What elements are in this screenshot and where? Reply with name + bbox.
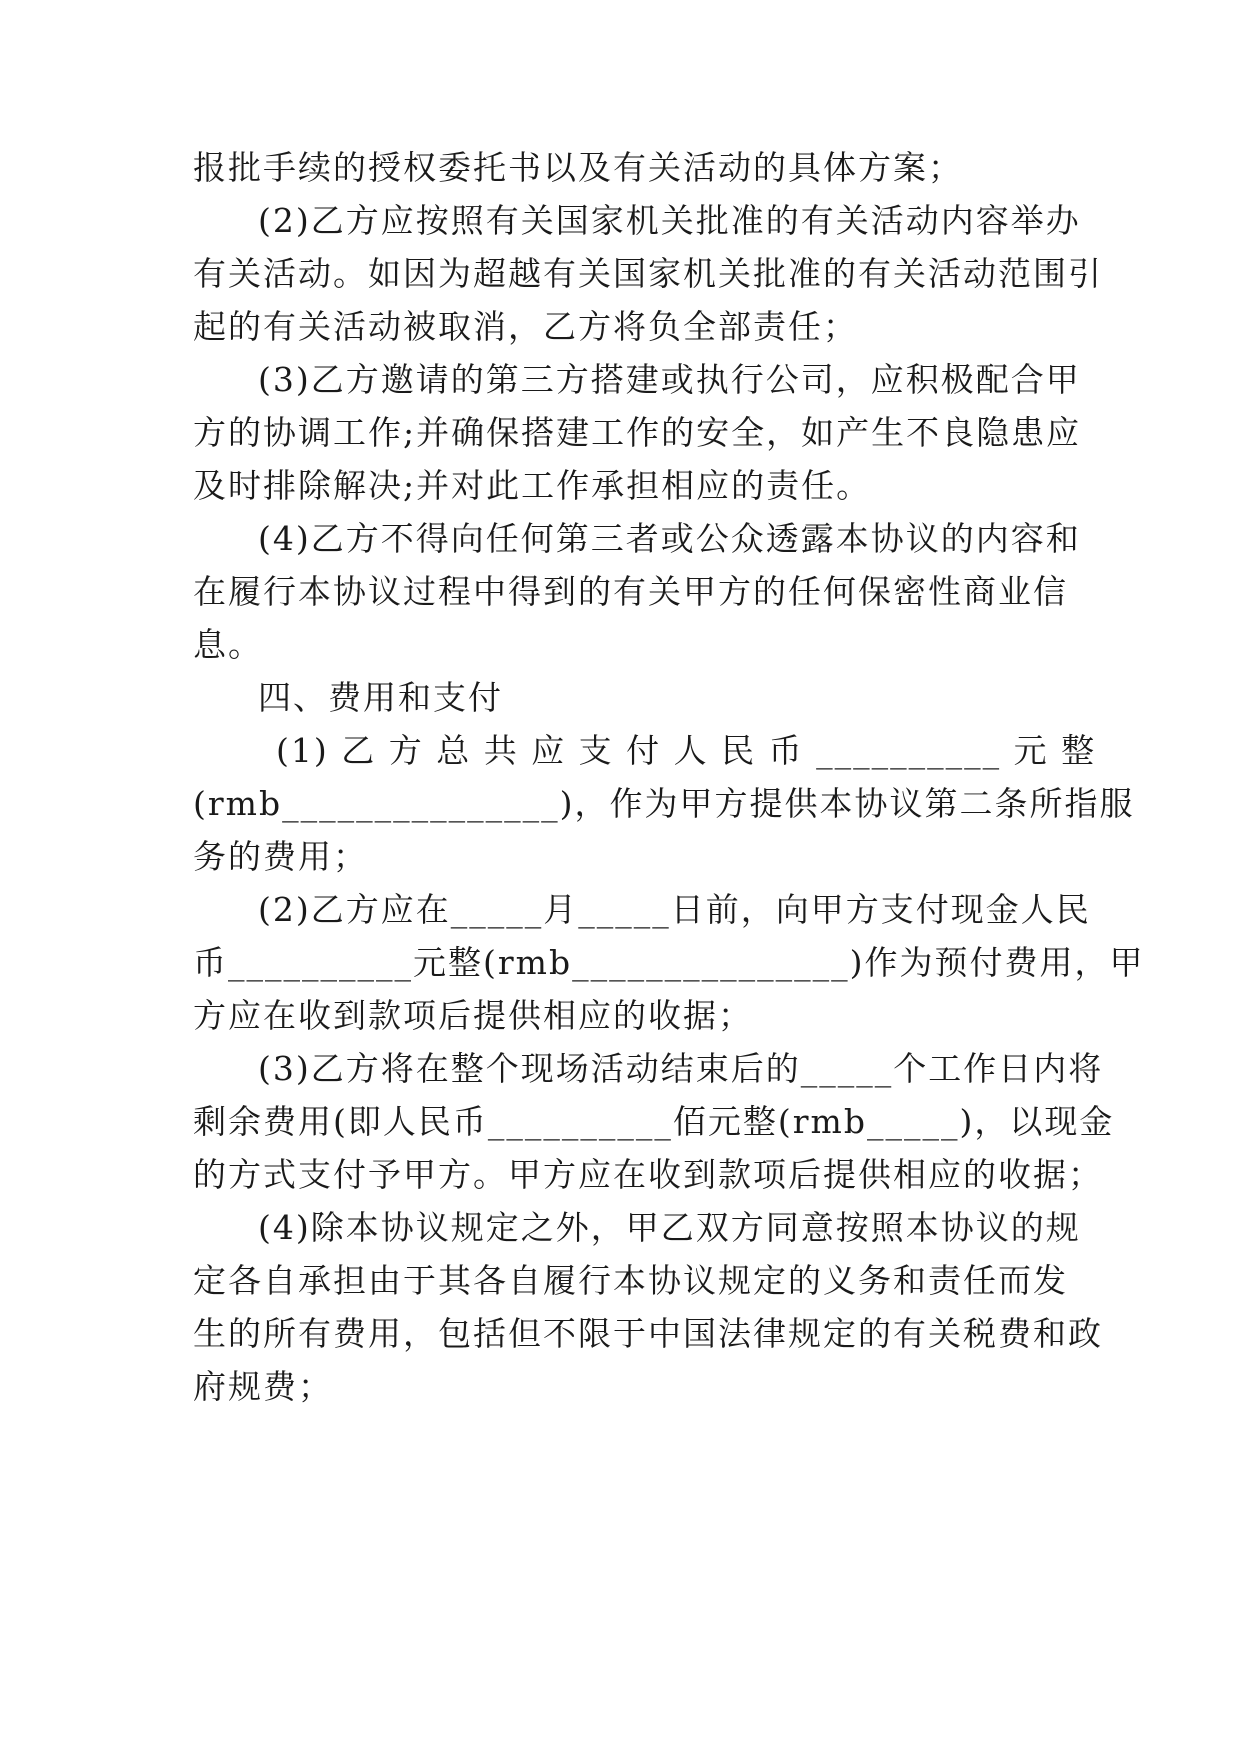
section-heading: 四、费用和支付 — [258, 678, 503, 717]
text-line: 剩余费用(即人民币__________佰元整(rmb_____)，以现金 — [193, 1102, 1115, 1141]
text-line: 方的协调工作;并确保搭建工作的安全，如产生不良隐患应 — [193, 413, 1082, 452]
text-line: (rmb_______________)，作为甲方提供本协议第二条所指服 — [193, 784, 1135, 823]
text-line: 币__________元整(rmb_______________)作为预付费用，甲 — [193, 943, 1145, 982]
text-line: 生的所有费用，包括但不限于中国法律规定的有关税费和政 — [193, 1314, 1103, 1353]
text-line: 及时排除解决;并对此工作承担相应的责任。 — [193, 466, 872, 505]
text-line: (4)除本协议规定之外，甲乙双方同意按照本协议的规 — [258, 1208, 1081, 1247]
text-line: 起的有关活动被取消，乙方将负全部责任； — [193, 307, 858, 346]
text-line: (3)乙方邀请的第三方搭建或执行公司，应积极配合甲 — [258, 360, 1081, 399]
text-line: 的方式支付予甲方。甲方应在收到款项后提供相应的收据； — [193, 1155, 1103, 1194]
text-line: 息。 — [193, 625, 263, 664]
text-line: (1) 乙 方 总 共 应 支 付 人 民 币 __________ 元 整 — [276, 731, 1097, 770]
text-line: (4)乙方不得向任何第三者或公众透露本协议的内容和 — [258, 519, 1081, 558]
text-line: (3)乙方将在整个现场活动结束后的_____个工作日内将 — [258, 1049, 1104, 1088]
text-line: (2)乙方应在_____月_____日前，向甲方支付现金人民 — [258, 890, 1091, 929]
text-line: 务的费用； — [193, 837, 368, 876]
text-line: 在履行本协议过程中得到的有关甲方的任何保密性商业信 — [193, 572, 1068, 611]
text-line: (2)乙方应按照有关国家机关批准的有关活动内容举办 — [258, 201, 1081, 240]
text-line: 方应在收到款项后提供相应的收据； — [193, 996, 753, 1035]
text-line: 府规费； — [193, 1367, 333, 1406]
text-line: 有关活动。如因为超越有关国家机关批准的有关活动范围引 — [193, 254, 1103, 293]
text-line: 定各自承担由于其各自履行本协议规定的义务和责任而发 — [193, 1261, 1068, 1300]
text-line: 报批手续的授权委托书以及有关活动的具体方案； — [193, 148, 963, 187]
